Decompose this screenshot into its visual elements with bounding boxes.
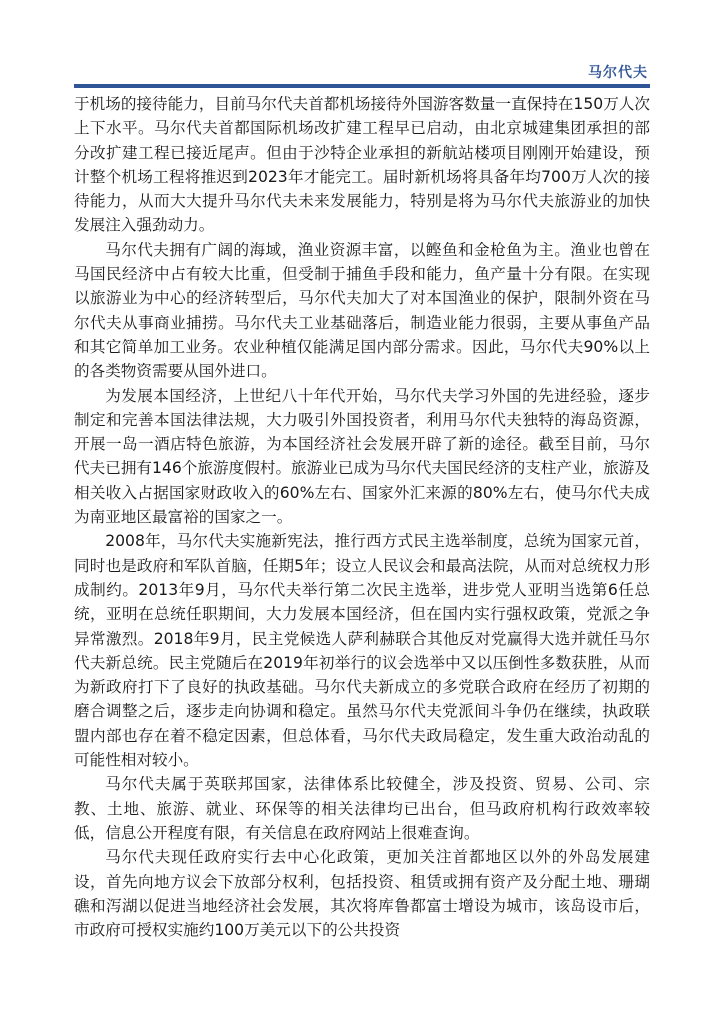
paragraph-airport-capacity: 于机场的接待能力，目前马尔代夫首都机场接待外国游客数量一直保持在150万人次上下水平。马尔代夫首都国际机场改扩建工程早已启动，由北京城建集团承担的部分改扩建工程已接近尾声。但由于沙特企业承担的新航站楼项目刚刚开始建设，预计整个机场工程将推迟到2023年才能完工。届时新机场将具备年均700万人次的接待能力，从而大大提升马尔代夫未来发展能力，特别是将为马尔代夫旅游业的加快发展注入强劲动力。 [74, 95, 650, 235]
header-rule [74, 84, 650, 88]
paragraph-economic-development: 为发展本国经济，上世纪八十年代开始，马尔代夫学习外国的先进经验，逐步制定和完善本国法律法规，大力吸引外国投资者，利用马尔代夫独特的海岛资源，开展一岛一酒店特色旅游，为本国经济社会发展开辟了新的途径。截至目前，马尔代夫已拥有146个旅游度假村。旅游业已成为马尔代夫国民经济的支柱产业，旅游及相关收入占据国家财政收入的60%左右、国家外汇来源的80%左右，使马尔代夫成为南亚地区最富裕的国家之一。 [74, 386, 650, 527]
page-body [74, 92, 650, 942]
paragraph-fishery-industry: 马尔代夫拥有广阔的海域，渔业资源丰富，以鲣鱼和金枪鱼为主。渔业也曾在马国民经济中占有较大比重，但受制于捕鱼手段和能力，鱼产量十分有限。在实现以旅游业为中心的经济转型后，马尔代夫加大了对本国渔业的保护，限制外资在马尔代夫从事商业捕捞。马尔代夫工业基础落后，制造业能力很弱，主要从事鱼产品和其它简单加工业务。农业种植仅能满足国内部分需求。因此，马尔代夫90%以上的各类物资需要从国外进口。 [74, 240, 650, 381]
paragraph-decentralization: 马尔代夫现任政府实行去中心化政策，更加关注首都地区以外的外岛发展建设，首先向地方议会下放部分权利，包括投资、租赁或拥有资产及分配土地、珊瑚礁和泻湖以促进当地经济社会发展，其次将库鲁都富士增设为城市，该岛设市后，市政府可授权实施约100万美元以下的公共投资 [74, 848, 650, 940]
paragraph-political-system: 2008年，马尔代夫实施新宪法，推行西方式民主选举制度，总统为国家元首，同时也是政府和军队首脑，任期5年；设立人民议会和最高法院，从而对总统权力形成制约。2013年9月，马尔代夫举行第二次民主选举，进步党人亚明当选第6任总统，亚明在总统任职期间，大力发展本国经济，但在国内实行强权政策，党派之争异常激烈。2018年9月，民主党候选人萨利赫联合其他反对党赢得大选并就任马尔代夫新总统。民主党随后在2019年初举行的议会选举中又以压倒性多数获胜，从而为新政府打下了良好的执政基础。马尔代夫新成立的多党联合政府在经历了初期的磨合调整之后，逐步走向协调和稳定。虽然马尔代夫党派间斗争仍在继续，执政联盟内部也存在着不稳定因素，但总体看，马尔代夫政局稳定，发生重大政治动乱的可能性相对较小。 [74, 532, 650, 770]
paragraph-legal-system: 马尔代夫属于英联邦国家，法律体系比较健全，涉及投资、贸易、公司、宗教、土地、旅游、就业、环保等的相关法律均已出台，但马政府机构行政效率较低，信息公开程度有限，有关信息在政府网站上很难查询。 [74, 775, 650, 842]
running-header-title: 马尔代夫 [588, 65, 648, 81]
